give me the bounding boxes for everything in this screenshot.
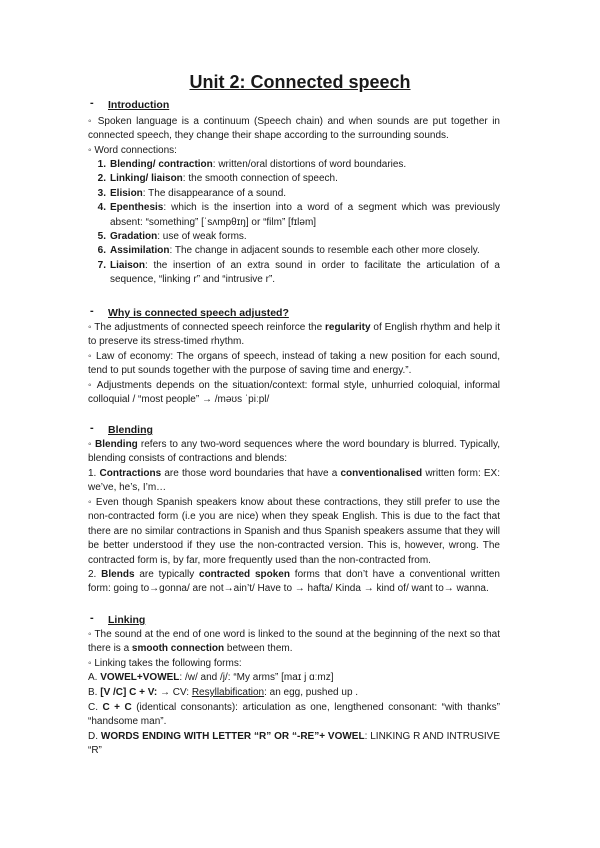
c-c-term: C + C <box>102 702 132 713</box>
item-number: 2. <box>97 173 106 185</box>
vc-cv-term: [V /C] C + V: <box>100 687 158 698</box>
text-run: 2. <box>88 569 102 580</box>
word-connection-item <box>88 244 500 258</box>
text-run: ◦ The sound at the end of one word is linked to the sound at the beginning of the next so that there is a <box>88 629 500 655</box>
linking-paragraph-1 <box>88 628 500 657</box>
r-ending-term: WORDS ENDING WITH LETTER “R” OR “-RE”+ VOWEL <box>100 731 365 742</box>
vowel-vowel-term: VOWEL+VOWEL <box>100 672 180 683</box>
text-run: are typically <box>134 569 200 580</box>
text-run: D. <box>88 731 101 742</box>
why-heading: Why is connected speech adjusted? <box>108 307 289 319</box>
item-text: : use of weak forms. <box>157 231 247 243</box>
text-run: refers to any two-word sequences where the word boundary is blurred. Typically, blending consists of contractions and blends: <box>88 439 501 465</box>
linking-form-c <box>88 701 500 730</box>
item-text: : The change in adjacent sounds to resemble each other more closely. <box>169 245 480 257</box>
word-connection-item <box>88 259 500 288</box>
item-number: 7. <box>97 259 106 271</box>
why-paragraph-1 <box>88 321 500 350</box>
item-number: 6. <box>97 245 106 257</box>
item-term: Gradation <box>110 231 158 243</box>
item-number: 3. <box>97 187 106 199</box>
text-run: : /w/ and /j/: “My arms” [maɪ j ɑːmz] <box>179 672 334 683</box>
text-run: ◦ The adjustments of connected speech reinforce the <box>88 322 325 333</box>
text-run: : LINKING R AND INTRUSIVE “R” <box>88 731 500 757</box>
text-run: : an egg, pushed up . <box>264 687 359 698</box>
item-term: Assimilation <box>110 245 170 257</box>
linking-heading: Linking <box>108 614 146 626</box>
text-run: (identical consonants): articulation as one, lengthened consonant: “with thanks” “handsome man”. <box>88 702 501 728</box>
intro-paragraph-2: ◦ Word connections: <box>88 145 177 156</box>
item-number: 5. <box>97 231 106 243</box>
text-run: → CV: <box>157 687 192 698</box>
text-run: B. <box>88 687 101 698</box>
blending-heading: Blending <box>108 424 153 436</box>
resyllabification-term: Resyllabification <box>191 687 265 698</box>
item-term: Liaison <box>110 259 146 271</box>
contracted-spoken-term: contracted spoken <box>199 569 290 580</box>
page-title: Unit 2: Connected speech <box>189 72 411 92</box>
item-text: : which is the insertion into a word of a segment which was previously absent: “something” [ˈsʌmpθɪŋ] or “film” [fɪləm] <box>110 202 500 228</box>
text-run: of English rhythm and help it to preserve its stress-timed rhythm. <box>88 322 500 348</box>
item-text: : The disappearance of a sound. <box>142 187 287 199</box>
linking-form-a <box>88 671 500 685</box>
intro-heading: Introduction <box>108 99 170 111</box>
text-run: between them. <box>224 643 293 655</box>
text-run: 1. <box>88 468 100 479</box>
text-run: are those word boundaries that have a <box>161 468 341 479</box>
item-number: 1. <box>97 159 106 170</box>
linking-form-b <box>88 686 500 700</box>
text-run: forms that don’t have a conventional written form: going to→gonna/ are not→ain’t/ Have to → hafta/ Kinda → kind of/ want to→ wanna. <box>88 569 500 595</box>
blending-paragraph-2 <box>88 467 500 496</box>
why-bullet: - <box>90 305 94 317</box>
word-connection-item <box>88 158 500 172</box>
word-connection-item <box>88 172 500 186</box>
blending-term: Blending <box>95 439 138 450</box>
why-paragraph-2: ◦ Law of economy: The organs of speech, instead of taking a new position for each sound, tend to put sounds together with the purpose of saving time and energy.”. <box>88 351 500 377</box>
item-text: : the smooth connection of speech. <box>182 173 338 185</box>
intro-bullet: - <box>90 97 94 109</box>
blending-paragraph-3: ◦ Even though Spanish speakers know about these contractions, they still prefer to use the non-contracted form (i.e you are nice) when they speak English. This is due to the fact that there are no similar contractions in Spanish and thus Spanish speakers assume that they will be better understood if they use the non-contracted version. This is, however, wrong. The contracted form is, by far, more frequently used than the non-contracted from. <box>88 497 500 566</box>
item-text: : the insertion of an extra sound in order to facilitate the articulation of a sequence, “linking r” and “intrusive r”. <box>110 259 500 286</box>
blending-paragraph-4 <box>88 568 500 597</box>
item-term: Epenthesis <box>110 202 164 214</box>
item-term: Blending/ contraction <box>110 159 213 170</box>
why-paragraph-3: ◦ Adjustments depends on the situation/context: formal style, unhurried coloquial, informal colloquial / “most people” → /məʊs ˈpiːpl/ <box>88 380 500 406</box>
word-connection-item <box>88 201 500 230</box>
linking-form-d <box>88 730 500 759</box>
text-run: ◦ <box>88 439 96 450</box>
item-text: : written/oral distortions of word boundaries. <box>212 159 407 170</box>
item-term: Linking/ liaison <box>110 173 183 185</box>
blends-term: Blends <box>101 569 135 580</box>
blending-bullet: - <box>90 422 94 434</box>
item-term: Elision <box>110 187 143 199</box>
regularity-term: regularity <box>324 322 371 333</box>
word-connection-item <box>88 187 500 201</box>
intro-paragraph-1: ◦ Spoken language is a continuum (Speech chain) and when sounds are put together in connected speech, they change their shape according to the surrounding sounds. <box>88 116 500 142</box>
item-number: 4. <box>97 202 106 214</box>
word-connection-item <box>88 230 500 244</box>
text-run: A. <box>88 672 101 683</box>
word-connections-list <box>88 158 500 288</box>
conventionalised-term: conventionalised <box>340 468 423 479</box>
smooth-connection-term: smooth connection <box>131 643 225 655</box>
contractions-term: Contractions <box>99 468 162 479</box>
text-run: written form: EX: we’ve, he’s, I’m… <box>88 468 501 494</box>
linking-paragraph-2: ◦ Linking takes the following forms: <box>88 658 242 669</box>
linking-bullet: - <box>90 612 94 624</box>
text-run: C. <box>88 702 103 713</box>
blending-paragraph-1 <box>88 438 500 467</box>
